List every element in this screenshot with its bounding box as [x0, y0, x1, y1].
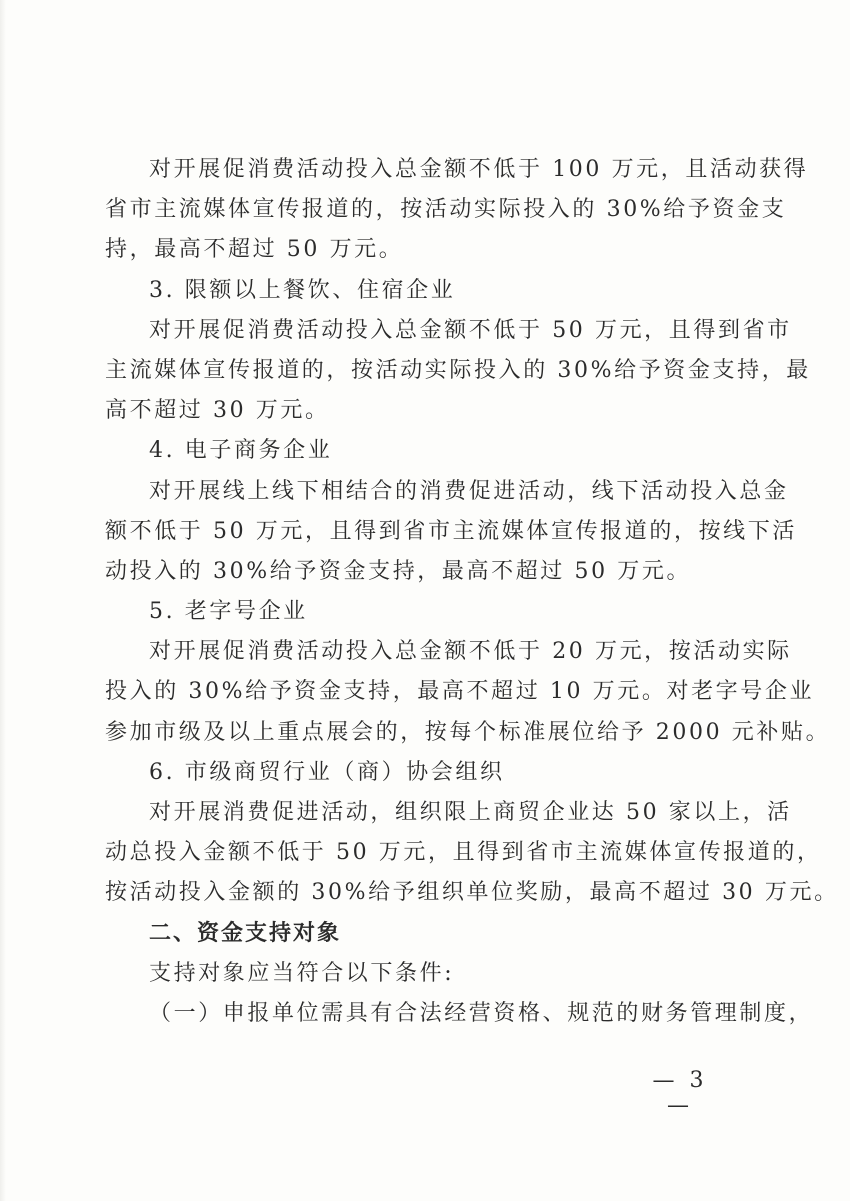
paragraph-line: 对开展促消费活动投入总金额不低于 20 万元，按活动实际 [149, 639, 792, 665]
paragraph-line: 对开展促消费活动投入总金额不低于 100 万元，且活动获得 [149, 157, 809, 182]
list-item-heading: 3. 限额以上餐饮、住宿企业 [149, 277, 456, 303]
scan-edge-shadow [0, 0, 6, 1201]
paragraph-line: 对开展消费促进活动，组织限上商贸企业达 50 家以上，活 [149, 800, 792, 825]
page-number: — 3 — [652, 1068, 708, 1118]
paragraph-line: 参加市级及以上重点展会的，按每个标准展位给予 2000 元补贴。 [105, 719, 831, 745]
list-item-heading: 5. 老字号企业 [149, 599, 308, 625]
paragraph-line: 对开展线上线下相结合的消费促进活动，线下活动投入总金 [149, 478, 789, 504]
paragraph-line: 持，最高不超过 50 万元。 [105, 237, 404, 263]
paragraph-line: 主流媒体宣传报道的，按活动实际投入的 30%给予资金支持，最 [105, 357, 811, 383]
paragraph-line: 动投入的 30%给予资金支持，最高不超过 50 万元。 [105, 558, 692, 584]
document-body [105, 150, 839, 1034]
paragraph-line: 按活动投入金额的 30%给予组织单位奖励，最高不超过 30 万元。 [105, 880, 839, 906]
paragraph-line: 省市主流媒体宣传报道的，按活动实际投入的 30%给予资金支 [105, 197, 787, 223]
paragraph-line: （一）申报单位需具有合法经营资格、规范的财务管理制度， [149, 1000, 814, 1026]
paragraph-line: 对开展促消费活动投入总金额不低于 50 万元，且得到省市 [149, 317, 792, 343]
list-item-heading: 6. 市级商贸行业（商）协会组织 [149, 759, 505, 785]
paragraph-line: 高不超过 30 万元。 [105, 398, 330, 424]
paragraph-line: 投入的 30%给予资金支持，最高不超过 10 万元。对老字号企业 [105, 679, 815, 705]
paragraph-line: 额不低于 50 万元，且得到省市主流媒体宣传报道的，按线下活 [105, 518, 797, 544]
paragraph-line: 动总投入金额不低于 50 万元，且得到省市主流媒体宣传报道的， [105, 840, 822, 866]
paragraph-line: 支持对象应当符合以下条件: [149, 960, 455, 986]
list-item-heading: 4. 电子商务企业 [149, 438, 333, 464]
section-heading: 二、资金支持对象 [149, 920, 342, 946]
